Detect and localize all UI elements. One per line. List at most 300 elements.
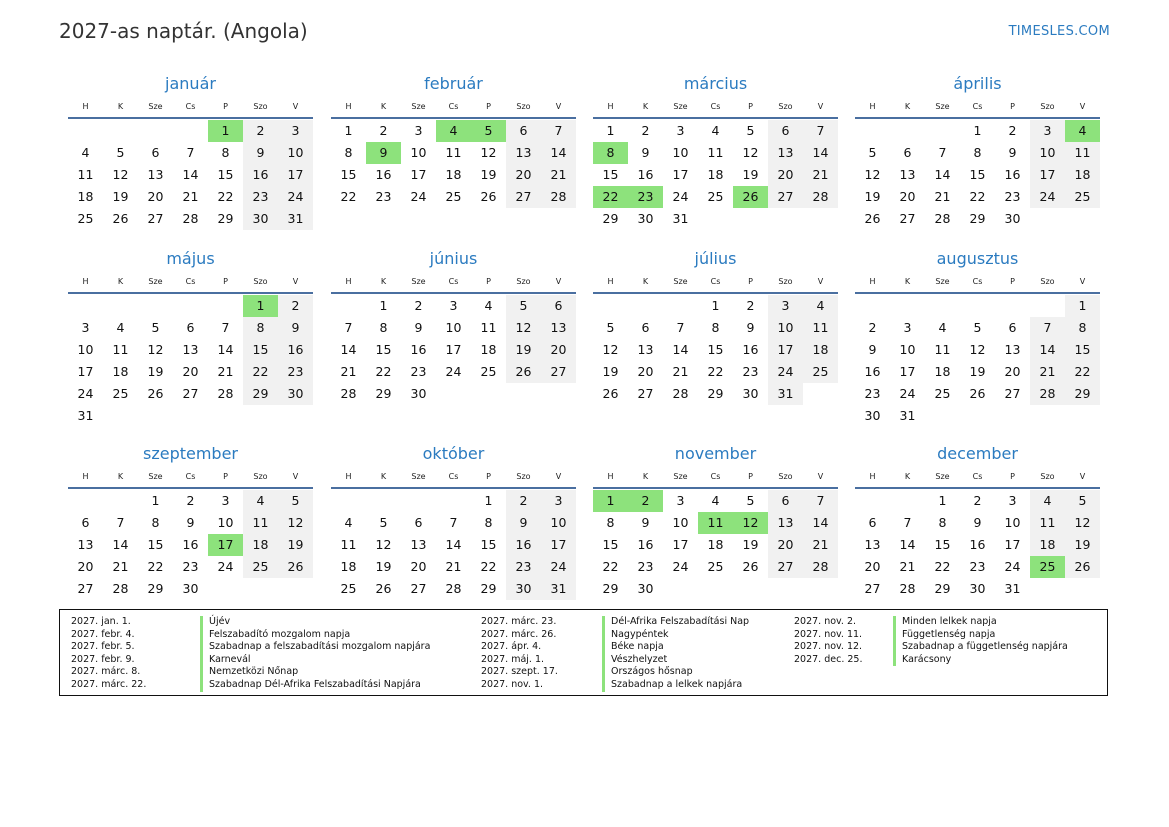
weekday-header-row <box>331 271 576 292</box>
day-cell: 24 <box>278 186 313 208</box>
day-cell: 23 <box>637 559 654 574</box>
day-cell: 14 <box>934 167 951 182</box>
day-cell: 24 <box>1004 559 1021 574</box>
day-cell: 18 <box>445 167 462 182</box>
month-block <box>68 72 313 230</box>
month-title: március <box>683 74 748 93</box>
day-cell: 23 <box>243 186 278 208</box>
day-cell: 21 <box>672 364 689 379</box>
day-cell: 26 <box>864 211 881 226</box>
weekday-header: Sze <box>935 472 950 481</box>
day-cell: 5 <box>1065 490 1100 512</box>
weekday-header: V <box>1079 277 1086 286</box>
day-cell: 6 <box>81 515 90 530</box>
weekday-header: Szo <box>253 472 268 481</box>
day-cell: 18 <box>77 189 94 204</box>
day-cell: 16 <box>410 342 427 357</box>
day-cell: 24 <box>410 189 427 204</box>
legend-holiday-name: Karácsony <box>893 654 1068 667</box>
empty-cell <box>173 295 208 317</box>
day-cell: 16 <box>864 364 881 379</box>
day-cell: 29 <box>969 211 986 226</box>
day-cell: 7 <box>116 515 125 530</box>
week-row <box>68 361 313 383</box>
weekday-header: P <box>748 277 753 286</box>
day-cell: 31 <box>278 208 313 230</box>
weekday-header: Sze <box>935 102 950 111</box>
day-cell: 25 <box>707 559 724 574</box>
week-row <box>593 512 838 534</box>
empty-cell <box>733 208 768 230</box>
day-cell: 24 <box>672 189 689 204</box>
weekday-header: K <box>904 102 911 111</box>
day-cell: 5 <box>606 320 615 335</box>
day-cell: 21 <box>445 559 462 574</box>
day-cell: 22 <box>243 361 278 383</box>
month-block <box>593 247 838 405</box>
holiday-day-cell: 9 <box>366 142 401 164</box>
day-cell: 27 <box>768 186 803 208</box>
day-cell: 11 <box>803 317 838 339</box>
week-row <box>331 164 576 186</box>
empty-cell <box>995 405 1030 427</box>
legend-date: 2027. nov. 1. <box>481 678 544 690</box>
day-cell: 28 <box>934 211 951 226</box>
day-cell: 3 <box>1008 493 1017 508</box>
day-cell: 4 <box>711 123 720 138</box>
day-cell: 24 <box>77 386 94 401</box>
weekday-header: Szo <box>778 102 793 111</box>
day-cell: 18 <box>243 534 278 556</box>
empty-cell <box>1065 208 1100 230</box>
day-cell: 19 <box>602 364 619 379</box>
week-row <box>68 164 313 186</box>
day-cell: 26 <box>742 559 759 574</box>
day-cell: 11 <box>112 342 129 357</box>
weekday-header: K <box>642 472 649 481</box>
day-cell: 2 <box>746 298 755 313</box>
month-block <box>855 72 1100 230</box>
day-cell: 28 <box>803 186 838 208</box>
day-cell: 29 <box>934 581 951 596</box>
weekday-header-row <box>331 466 576 487</box>
day-cell: 27 <box>864 581 881 596</box>
legend-date: 2027. jan. 1. <box>71 616 131 627</box>
weekday-header: Cs <box>972 277 983 286</box>
empty-cell <box>733 578 768 600</box>
day-cell: 9 <box>506 512 541 534</box>
month-block <box>855 442 1100 600</box>
day-cell: 10 <box>278 142 313 164</box>
day-cell: 29 <box>480 581 497 596</box>
day-cell: 9 <box>746 320 755 335</box>
weekday-header: K <box>642 102 649 111</box>
day-cell: 2 <box>379 123 388 138</box>
day-cell: 31 <box>541 578 576 600</box>
day-cell: 3 <box>1030 120 1065 142</box>
month-block <box>593 72 838 230</box>
day-cell: 20 <box>768 164 803 186</box>
day-cell: 15 <box>480 537 497 552</box>
weekday-header: Szo <box>253 277 268 286</box>
day-cell: 15 <box>602 537 619 552</box>
empty-cell <box>1030 208 1065 230</box>
legend-date: 2027. márc. 26. <box>481 628 557 640</box>
day-cell: 10 <box>768 317 803 339</box>
empty-cell <box>925 120 960 142</box>
day-cell: 12 <box>742 145 759 160</box>
weeks <box>331 294 576 405</box>
day-cell: 20 <box>541 339 576 361</box>
weekday-header: H <box>82 277 89 286</box>
day-cell: 19 <box>1065 534 1100 556</box>
weekday-header: Sze <box>411 102 426 111</box>
week-row <box>68 120 313 142</box>
weekday-header: P <box>748 102 753 111</box>
week-row <box>68 490 313 512</box>
day-cell: 6 <box>768 120 803 142</box>
day-cell: 27 <box>147 211 164 226</box>
month-block <box>331 442 576 600</box>
week-row <box>68 556 313 578</box>
day-cell: 1 <box>484 493 493 508</box>
day-cell: 29 <box>707 386 724 401</box>
week-row <box>593 164 838 186</box>
day-cell: 16 <box>637 537 654 552</box>
day-cell: 14 <box>803 512 838 534</box>
day-cell: 29 <box>147 581 164 596</box>
day-cell: 1 <box>606 123 615 138</box>
day-cell: 11 <box>243 512 278 534</box>
legend-dates-col-2 <box>481 616 558 692</box>
week-row <box>331 339 576 361</box>
week-row <box>331 186 576 208</box>
day-cell: 4 <box>484 298 493 313</box>
legend-names-col-1 <box>200 616 430 692</box>
day-cell: 8 <box>221 145 230 160</box>
day-cell: 11 <box>480 320 497 335</box>
weekday-header: V <box>555 277 562 286</box>
weekday-header-row <box>593 466 838 487</box>
day-cell: 27 <box>410 581 427 596</box>
empty-cell <box>855 490 890 512</box>
day-cell: 21 <box>182 189 199 204</box>
day-cell: 15 <box>934 537 951 552</box>
weeks <box>68 489 313 600</box>
day-cell: 22 <box>602 559 619 574</box>
empty-cell <box>1065 578 1100 600</box>
day-cell: 13 <box>147 167 164 182</box>
week-row <box>593 578 838 600</box>
day-cell: 9 <box>973 515 982 530</box>
week-row <box>331 120 576 142</box>
day-cell: 28 <box>899 581 916 596</box>
empty-cell <box>890 295 925 317</box>
month-title: július <box>694 249 737 268</box>
day-cell: 6 <box>1008 320 1017 335</box>
day-cell: 17 <box>672 167 689 182</box>
legend-date: 2027. febr. 9. <box>71 653 135 665</box>
day-cell: 19 <box>147 364 164 379</box>
day-cell: 7 <box>938 145 947 160</box>
day-cell: 24 <box>899 386 916 401</box>
day-cell: 9 <box>278 317 313 339</box>
day-cell: 31 <box>1004 581 1021 596</box>
weekday-header: Cs <box>710 472 721 481</box>
day-cell: 23 <box>506 556 541 578</box>
day-cell: 8 <box>484 515 493 530</box>
day-cell: 28 <box>340 386 357 401</box>
weekday-header: Cs <box>972 102 983 111</box>
day-cell: 22 <box>969 189 986 204</box>
month-title: január <box>165 74 216 93</box>
day-cell: 30 <box>506 578 541 600</box>
day-cell: 5 <box>746 123 755 138</box>
empty-cell <box>278 578 313 600</box>
day-cell: 14 <box>340 342 357 357</box>
weekday-header: V <box>292 277 299 286</box>
empty-cell <box>1030 578 1065 600</box>
day-cell: 22 <box>480 559 497 574</box>
week-row <box>855 317 1100 339</box>
month-title: augusztus <box>936 249 1019 268</box>
day-cell: 1 <box>151 493 160 508</box>
week-row <box>593 186 838 208</box>
legend-date: 2027. febr. 4. <box>71 628 135 640</box>
day-cell: 5 <box>116 145 125 160</box>
day-cell: 3 <box>278 120 313 142</box>
empty-cell <box>208 295 243 317</box>
empty-cell <box>855 120 890 142</box>
empty-cell <box>541 383 576 405</box>
day-cell: 4 <box>711 493 720 508</box>
empty-cell <box>1065 405 1100 427</box>
day-cell: 16 <box>1004 167 1021 182</box>
day-cell: 20 <box>1004 364 1021 379</box>
day-cell: 16 <box>637 167 654 182</box>
day-cell: 14 <box>445 537 462 552</box>
day-cell: 19 <box>742 167 759 182</box>
holiday-day-cell: 1 <box>243 295 278 317</box>
week-row <box>68 534 313 556</box>
day-cell: 30 <box>410 386 427 401</box>
month-block <box>855 247 1100 427</box>
week-row <box>855 208 1100 230</box>
legend-date: 2027. márc. 23. <box>481 616 557 627</box>
day-cell: 26 <box>480 189 497 204</box>
day-cell: 15 <box>969 167 986 182</box>
holiday-day-cell: 25 <box>1030 556 1065 578</box>
day-cell: 9 <box>868 342 877 357</box>
legend-holiday-name: Dél-Afrika Felszabadítási Nap <box>602 616 749 629</box>
day-cell: 16 <box>742 342 759 357</box>
day-cell: 20 <box>899 189 916 204</box>
month-block <box>68 247 313 427</box>
day-cell: 5 <box>973 320 982 335</box>
day-cell: 8 <box>606 515 615 530</box>
weekday-header: V <box>555 102 562 111</box>
legend-dates-col-1 <box>71 616 146 692</box>
holiday-day-cell: 23 <box>628 186 663 208</box>
empty-cell <box>103 490 138 512</box>
day-cell: 13 <box>768 512 803 534</box>
empty-cell <box>471 383 506 405</box>
day-cell: 18 <box>1065 164 1100 186</box>
weekday-header: K <box>117 277 124 286</box>
weekday-header: K <box>642 277 649 286</box>
day-cell: 6 <box>506 120 541 142</box>
week-row <box>331 142 576 164</box>
empty-cell <box>436 383 471 405</box>
day-cell: 14 <box>672 342 689 357</box>
empty-cell <box>768 578 803 600</box>
day-cell: 25 <box>707 189 724 204</box>
week-row <box>593 534 838 556</box>
day-cell: 14 <box>182 167 199 182</box>
weekday-header: P <box>223 102 228 111</box>
day-cell: 11 <box>1065 142 1100 164</box>
day-cell: 14 <box>899 537 916 552</box>
day-cell: 4 <box>81 145 90 160</box>
weekday-header: Sze <box>673 277 688 286</box>
day-cell: 19 <box>112 189 129 204</box>
legend-holiday-name: Függetlenség napja <box>893 629 1068 642</box>
weekday-header: P <box>748 472 753 481</box>
day-cell: 18 <box>934 364 951 379</box>
day-cell: 2 <box>414 298 423 313</box>
day-cell: 19 <box>506 339 541 361</box>
day-cell: 22 <box>1065 361 1100 383</box>
weeks <box>593 119 838 230</box>
day-cell: 22 <box>340 189 357 204</box>
day-cell: 3 <box>81 320 90 335</box>
weekday-header: V <box>1079 472 1086 481</box>
month-title: szeptember <box>142 444 238 463</box>
day-cell: 20 <box>506 164 541 186</box>
weekday-header: H <box>869 277 876 286</box>
holiday-day-cell: 4 <box>1065 120 1100 142</box>
day-cell: 23 <box>1004 189 1021 204</box>
day-cell: 16 <box>243 164 278 186</box>
day-cell: 16 <box>506 534 541 556</box>
day-cell: 22 <box>707 364 724 379</box>
week-row <box>68 295 313 317</box>
day-cell: 30 <box>243 208 278 230</box>
day-cell: 10 <box>1030 142 1065 164</box>
day-cell: 19 <box>864 189 881 204</box>
day-cell: 27 <box>637 386 654 401</box>
weeks <box>331 119 576 208</box>
weekday-header: V <box>817 102 824 111</box>
day-cell: 17 <box>410 167 427 182</box>
empty-cell <box>208 578 243 600</box>
weekday-header: Sze <box>411 277 426 286</box>
weekday-header: P <box>486 102 491 111</box>
day-cell: 16 <box>375 167 392 182</box>
weekday-header-row <box>593 271 838 292</box>
empty-cell <box>68 295 103 317</box>
day-cell: 27 <box>1004 386 1021 401</box>
empty-cell <box>855 295 890 317</box>
site-logo-link[interactable]: TIMESLES.COM <box>1008 24 1110 39</box>
day-cell: 24 <box>1030 186 1065 208</box>
weekday-header-row <box>68 466 313 487</box>
day-cell: 30 <box>742 386 759 401</box>
day-cell: 24 <box>541 556 576 578</box>
empty-cell <box>103 405 138 427</box>
day-cell: 14 <box>1030 339 1065 361</box>
day-cell: 12 <box>147 342 164 357</box>
day-cell: 10 <box>77 342 94 357</box>
empty-cell <box>173 405 208 427</box>
day-cell: 10 <box>541 512 576 534</box>
legend-holiday-name: Béke napja <box>602 641 749 654</box>
empty-cell <box>103 120 138 142</box>
day-cell: 12 <box>602 342 619 357</box>
day-cell: 28 <box>672 386 689 401</box>
legend-holiday-name: Szabadnap a lelkek napjára <box>602 679 749 692</box>
day-cell: 6 <box>541 295 576 317</box>
day-cell: 11 <box>77 167 94 182</box>
month-title: május <box>166 249 215 268</box>
week-row <box>593 208 838 230</box>
day-cell: 8 <box>973 145 982 160</box>
weekday-header: Sze <box>148 102 163 111</box>
day-cell: 15 <box>217 167 234 182</box>
day-cell: 18 <box>480 342 497 357</box>
legend-holiday-name: Szabadnap a felszabadítási mozgalom napjára <box>200 641 430 654</box>
weekday-header: Cs <box>185 277 196 286</box>
day-cell: 23 <box>410 364 427 379</box>
weekday-header: V <box>1079 102 1086 111</box>
day-cell: 10 <box>410 145 427 160</box>
legend-holiday-name: Nagypéntek <box>602 629 749 642</box>
day-cell: 13 <box>1004 342 1021 357</box>
day-cell: 21 <box>112 559 129 574</box>
day-cell: 17 <box>77 364 94 379</box>
holiday-day-cell: 2 <box>628 490 663 512</box>
day-cell: 18 <box>340 559 357 574</box>
day-cell: 27 <box>77 581 94 596</box>
week-row <box>593 383 838 405</box>
day-cell: 6 <box>903 145 912 160</box>
empty-cell <box>208 405 243 427</box>
week-row <box>68 339 313 361</box>
day-cell: 13 <box>77 537 94 552</box>
day-cell: 18 <box>1030 534 1065 556</box>
week-row <box>68 208 313 230</box>
week-row <box>331 317 576 339</box>
week-row <box>855 339 1100 361</box>
day-cell: 7 <box>541 120 576 142</box>
day-cell: 18 <box>803 339 838 361</box>
week-row <box>593 142 838 164</box>
day-cell: 31 <box>768 383 803 405</box>
day-cell: 2 <box>278 295 313 317</box>
day-cell: 4 <box>243 490 278 512</box>
empty-cell <box>103 295 138 317</box>
day-cell: 29 <box>602 581 619 596</box>
weekday-header: Cs <box>710 277 721 286</box>
empty-cell <box>138 120 173 142</box>
day-cell: 23 <box>864 386 881 401</box>
week-row <box>68 383 313 405</box>
weekday-header: P <box>1010 102 1015 111</box>
day-cell: 30 <box>864 408 881 423</box>
day-cell: 23 <box>278 361 313 383</box>
day-cell: 14 <box>541 142 576 164</box>
weekday-header: Cs <box>448 277 459 286</box>
